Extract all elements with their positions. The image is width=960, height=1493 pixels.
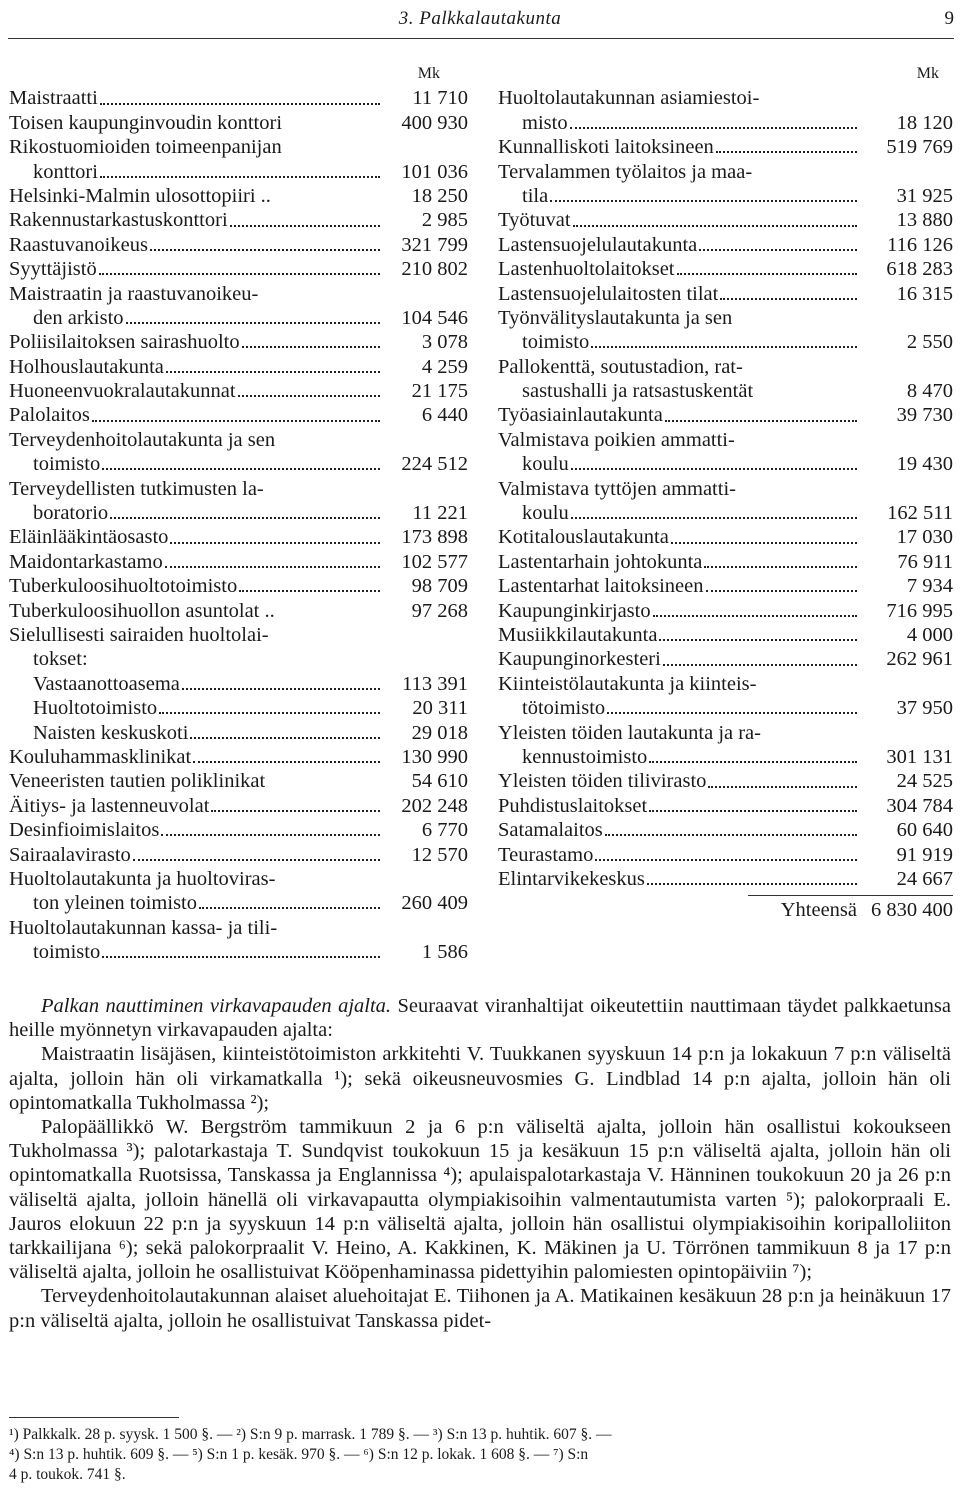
leader-dots [99,273,380,275]
table-row [9,574,468,598]
row-label: Terveydellisten tutkimusten la- [9,477,264,500]
table-row [9,891,468,915]
table-row [498,550,953,574]
row-amount: 97 268 [411,599,468,622]
table-row [9,208,468,232]
row-amount: 91 919 [896,843,953,866]
table-row [498,867,953,891]
table-row [498,379,953,403]
row-label: toimisto [33,941,101,964]
leader-dots [591,346,857,348]
row-label: Lastensuojelulaitosten tilat [498,282,719,305]
row-label: Lastensuojelulautakunta [498,233,698,256]
row-amount: 24 525 [896,770,953,793]
table-row [9,379,468,403]
row-label: Työtuvat [498,209,571,232]
row-amount: 202 248 [401,794,468,817]
leader-dots [570,127,857,129]
table-row [498,257,953,281]
row-label: Sielullisesti sairaiden huoltolai- [9,623,269,646]
table-row [9,86,468,110]
row-amount: 6 770 [421,819,468,842]
leader-dots [133,859,380,861]
table-row [498,355,953,379]
leader-dots [699,249,857,251]
row-amount: 98 709 [411,575,468,598]
leader-dots [165,566,380,568]
row-amount: 618 283 [886,258,953,281]
table-row [498,282,953,306]
leader-dots [708,786,857,788]
row-amount: 20 311 [412,697,468,720]
table-row [9,306,468,330]
row-amount: 4 259 [421,355,468,378]
table-row [9,940,468,964]
row-label: Helsinki-Malmin ulosottopiiri .. [9,184,271,207]
row-amount: 210 802 [401,258,468,281]
leader-dots [550,200,857,202]
row-label: Työasiainlautakunta [498,404,663,427]
row-label: Kaupunginorkesteri [498,648,661,671]
table-row [498,86,953,110]
row-amount: 12 570 [411,843,468,866]
total-rule [748,895,953,896]
row-label: Maidontarkastamo [9,550,163,573]
table-row [498,184,953,208]
table-row [9,184,468,208]
row-label: Syyttäjistö [9,258,97,281]
table-row [9,623,468,647]
table-row [498,501,953,525]
table-row [9,477,468,501]
row-amount: 7 934 [906,575,953,598]
leader-dots [607,712,857,714]
leader-dots [605,834,857,836]
row-amount: 173 898 [401,526,468,549]
table-row [9,452,468,476]
leader-dots [649,761,857,763]
table-row [9,599,468,623]
row-label: Maistraatti [9,87,98,110]
leader-dots [159,712,380,714]
table-row [498,160,953,184]
table-row [9,721,468,745]
table-row [498,452,953,476]
leader-dots [238,395,380,397]
table-row [9,330,468,354]
row-label: Holhouslautakunta [9,355,164,378]
row-amount: 301 131 [886,745,953,768]
row-label: Kouluhammasklinikat [9,745,192,768]
leader-dots [665,420,857,422]
table-row [498,647,953,671]
row-amount: 130 990 [401,745,468,768]
leader-dots [211,810,380,812]
row-label: Työnvälityslautakunta ja sen [498,306,733,329]
table-row [9,135,468,159]
total-label: Yhteensä [780,899,857,922]
row-amount: 76 911 [897,550,953,573]
row-label: Poliisilaitoksen sairashuolto [9,331,240,354]
table-row [498,696,953,720]
row-label: Valmistava tyttöjen ammatti- [498,477,736,500]
page-header [0,0,960,36]
row-amount: 321 799 [401,233,468,256]
row-label: Sairaalavirasto [9,843,131,866]
row-label: Desinfioimislaitos [9,819,160,842]
leader-dots [193,761,380,763]
table-row [498,330,953,354]
row-amount: 101 036 [401,160,468,183]
row-label: koulu [522,453,569,476]
row-amount: 262 961 [886,648,953,671]
row-amount: 17 030 [896,526,953,549]
table-row [9,672,468,696]
row-label: koulu [522,502,569,525]
table-row [9,647,468,671]
row-amount: 260 409 [401,892,468,915]
row-amount: 24 667 [896,867,953,890]
leader-dots [663,664,857,666]
leader-dots [170,542,380,544]
row-amount: 8 470 [906,380,953,403]
row-amount: 224 512 [401,453,468,476]
leader-dots [571,517,857,519]
row-label: sastushalli ja ratsastuskentät [522,380,754,403]
row-amount: 54 610 [411,770,468,793]
leader-dots [653,615,857,617]
row-amount: 400 930 [401,111,468,134]
row-amount: 11 221 [412,502,468,525]
row-label: Tervalammen työlaitos ja maa- [498,160,753,183]
row-label: Raastuvanoikeus [9,233,148,256]
row-amount: 37 950 [896,697,953,720]
leader-dots [190,737,380,739]
leader-dots [161,834,380,836]
footnote-rule [9,1417,179,1418]
table-row [498,672,953,696]
row-amount: 60 640 [896,819,953,842]
row-label: toimisto [522,331,590,354]
table-row [498,477,953,501]
row-amount: 102 577 [401,550,468,573]
row-label: Terveydenhoitolautakunta ja sen [9,428,276,451]
row-label: Huoltotoimisto [33,697,158,720]
row-label: Huoltolautakunnan asiamiestoi- [498,87,760,110]
table-row [9,745,468,769]
row-label: Tuberkuloosihuoltotoimisto [9,575,238,598]
page-number: 9 [944,8,954,29]
total-row [498,898,953,922]
row-label: Naisten keskuskoti [33,721,189,744]
leader-dots [126,322,380,324]
row-amount: 162 511 [887,502,953,525]
footnote-line: 4 p. toukok. 741 §. [9,1466,126,1483]
row-label: boratorio [33,502,109,525]
table-row [9,428,468,452]
row-amount: 18 250 [411,184,468,207]
leader-dots [671,542,857,544]
table-row [498,135,953,159]
total-amount: 6 830 400 [871,899,953,922]
leader-dots [166,371,380,373]
table-row [9,867,468,891]
section-paragraph-intro [9,994,951,1042]
leader-dots [659,639,857,641]
section-heading: Palkan nauttiminen virkavapauden ajalta. [41,995,392,1017]
leader-dots [242,346,380,348]
row-amount: 304 784 [886,794,953,817]
row-label: Kiinteistölautakunta ja kiinteis- [498,672,757,695]
table-row [9,233,468,257]
row-label: tokset: [33,648,88,671]
left-column-table [9,62,468,964]
paragraph-2: Palopäällikkö W. Bergström tammikuun 2 ja 6 p:n väliseltä ajalta, jolloin hän osallistui kokoukseen Tukholmassa ³); palotarkastaja T. Sundqvist toukokuun 15 ja kesäkuun 15 p:n väliseltä ajalta, jolloin hän oli opintomatkalla Ruotsissa, Tanskassa ja Englannissa ⁴); apulaispalotarkastaja V. Hänninen toukokuun 20 ja 26 p:n väliseltä ajalta, jolloin hänellä oli virkavapautta olympiakisoihin valmentautumista varten ⁵); palokorpraali E. Jauros elokuun 22 p:n ja syyskuun 14 p:n väliseltä ajalta, jolloin hän osallistui olympiakisoihin koripalloliiton tarkkailijana ⁶); sekä palokorpraalit V. Heino, A. Kakkinen, K. Mäkinen ja U. Törrönen tammikuun 8 ja 17 p:n väliseltä ajalta, jolloin he osallistuivat Kööpenhaminassa pidettyihin palomiesten opintopäiviin ⁷); [9,1116,951,1284]
row-amount: 19 430 [896,453,953,476]
leader-dots [647,883,857,885]
table-row [9,818,468,842]
row-amount: 29 018 [411,721,468,744]
row-label: Vastaanottoasema [33,672,180,695]
row-label: Valmistava poikien ammatti- [498,428,735,451]
row-amount: 2 985 [421,209,468,232]
table-row [9,355,468,379]
row-label: Huoneenvuokralautakunnat [9,380,236,403]
row-amount: 39 730 [896,404,953,427]
row-label: misto [522,111,568,134]
leader-dots [182,688,380,690]
table-row [9,501,468,525]
row-label: Toisen kaupunginvoudin konttori [9,111,283,134]
row-amount: 113 391 [402,672,468,695]
table-row [498,525,953,549]
leader-dots [677,273,858,275]
table-row [9,282,468,306]
row-label: Teurastamo [498,843,594,866]
row-label: Eläinlääkintäosasto [9,526,169,549]
leader-dots [239,590,380,592]
row-label: Yleisten töiden lautakunta ja ra- [498,721,761,744]
table-row [9,160,468,184]
leader-dots [720,298,857,300]
row-amount: 104 546 [401,306,468,329]
table-row [498,745,953,769]
row-amount: 116 126 [887,233,953,256]
row-label: konttori [33,160,98,183]
row-label: Huoltolautakunta ja huoltoviras- [9,867,276,890]
table-row [498,721,953,745]
leader-dots [716,151,857,153]
header-rule [8,38,954,39]
row-label: Huoltolautakunnan kassa- ja tili- [9,916,278,939]
table-row [9,916,468,940]
row-label: Satamalaitos [498,819,603,842]
table-row [498,599,953,623]
table-row [498,818,953,842]
running-title: 3. Palkkalautakunta [398,8,562,29]
table-row [498,428,953,452]
leader-dots [706,590,858,592]
row-label: Kotitalouslautakunta [498,526,669,549]
table-row [498,306,953,330]
section-intro: Seuraavat viranhaltijat oikeutettiin nauttimaan täydet palkkaetunsa heille myönnetyn virkavapauden ajalta: [9,995,951,1042]
row-amount: 3 078 [421,331,468,354]
footnote-line: ⁴) S:n 13 p. huhtik. 609 §. — ⁵) S:n 1 p. kesäk. 970 §. — ⁶) S:n 12 p. lokak. 1 608 §. — ⁷) S:n [9,1446,589,1463]
row-amount: 4 000 [906,623,953,646]
table-row [9,525,468,549]
row-label: Rakennustarkastuskonttori [9,209,228,232]
footnote-line: ¹) Palkkalk. 28 p. syysk. 1 500 §. — ²) S:n 9 p. marrask. 1 789 §. — ³) S:n 13 p. huhtik. 607 §. — [9,1426,612,1443]
table-row [498,208,953,232]
right-column-table [498,62,953,923]
leader-dots [649,810,857,812]
row-amount: 2 550 [906,331,953,354]
row-label: den arkisto [33,306,124,329]
leader-dots [100,103,380,105]
row-amount: 31 925 [896,184,953,207]
row-label: tila [522,184,549,207]
row-amount: 716 995 [886,599,953,622]
row-label: Kaupunginkirjasto [498,599,651,622]
row-amount: 21 175 [411,380,468,403]
row-label: kennustoimisto [522,745,648,768]
footnotes [9,1425,951,1485]
row-label: Äitiys- ja lastenneuvolat [9,794,210,817]
row-label: Lastentarhat laitoksineen [498,575,704,598]
row-label: ton yleinen toimisto [33,892,197,915]
table-row [498,111,953,135]
leader-dots [230,225,380,227]
row-label: Yleisten töiden tilivirasto [498,770,707,793]
row-label: Maistraatin ja raastuvanoikeu- [9,282,259,305]
table-row [498,794,953,818]
leader-dots [150,249,380,251]
row-amount: 13 880 [896,209,953,232]
row-label: Elintarvikekeskus [498,867,645,890]
currency-label-left: Mk [417,65,440,82]
table-row [498,769,953,793]
row-label: Tuberkuloosihuollon asuntolat .. [9,599,275,622]
paragraph-3: Terveydenhoitolautakunnan alaiset aluehoitajat E. Tiihonen ja A. Matikainen kesäkuun 28 p:n ja heinäkuun 17 p:n väliseltä ajalta, jolloin he osallistuivat Tanskassa pidet- [9,1285,951,1332]
table-row [9,696,468,720]
row-amount: 1 586 [421,941,468,964]
leader-dots [102,956,380,958]
row-label: Puhdistuslaitokset [498,794,648,817]
row-amount: 6 440 [421,404,468,427]
row-amount: 519 769 [886,136,953,159]
leader-dots [199,907,380,909]
table-row [9,769,468,793]
table-row [498,574,953,598]
leader-dots [100,176,380,178]
table-row [9,550,468,574]
table-row [9,794,468,818]
table-row [498,233,953,257]
leader-dots [92,420,380,422]
row-label: Lastentarhain johtokunta [498,550,703,573]
row-label: tötoimisto [522,697,606,720]
leader-dots [595,859,857,861]
row-label: Pallokenttä, soutustadion, rat- [498,355,743,378]
table-row [498,623,953,647]
row-label: Lastenhuoltolaitokset [498,258,675,281]
table-row [9,257,468,281]
leader-dots [573,225,857,227]
paragraph-1: Maistraatin lisäjäsen, kiinteistötoimiston arkkitehti V. Tuukkanen syyskuun 14 p:n ja lokakuun 7 p:n väliseltä ajalta, jolloin hän oli virkamatkalla ¹); sekä oikeusneuvosmies G. Lindblad 14 p:n ajalta, jolloin hän oli opintomatkalla Tukholmassa ²); [9,1043,951,1114]
leader-dots [571,468,857,470]
row-label: Veneeristen tautien poliklinikat [9,770,266,793]
table-row [9,403,468,427]
table-row [9,111,468,135]
currency-label-right: Mk [916,65,939,82]
table-row [498,403,953,427]
row-label: toimisto [33,453,101,476]
row-label: Rikostuomioiden toimeenpanijan [9,136,282,159]
row-amount: 11 710 [412,87,468,110]
row-label: Palolaitos [9,404,90,427]
row-label: Kunnalliskoti laitoksineen [498,136,714,159]
leader-dots [704,566,857,568]
row-amount: 18 120 [896,111,953,134]
leader-dots [102,468,380,470]
row-label: Musiikkilautakunta [498,623,658,646]
body-text [9,994,951,1333]
table-row [9,843,468,867]
leader-dots [110,517,380,519]
table-row [498,843,953,867]
row-amount: 16 315 [896,282,953,305]
